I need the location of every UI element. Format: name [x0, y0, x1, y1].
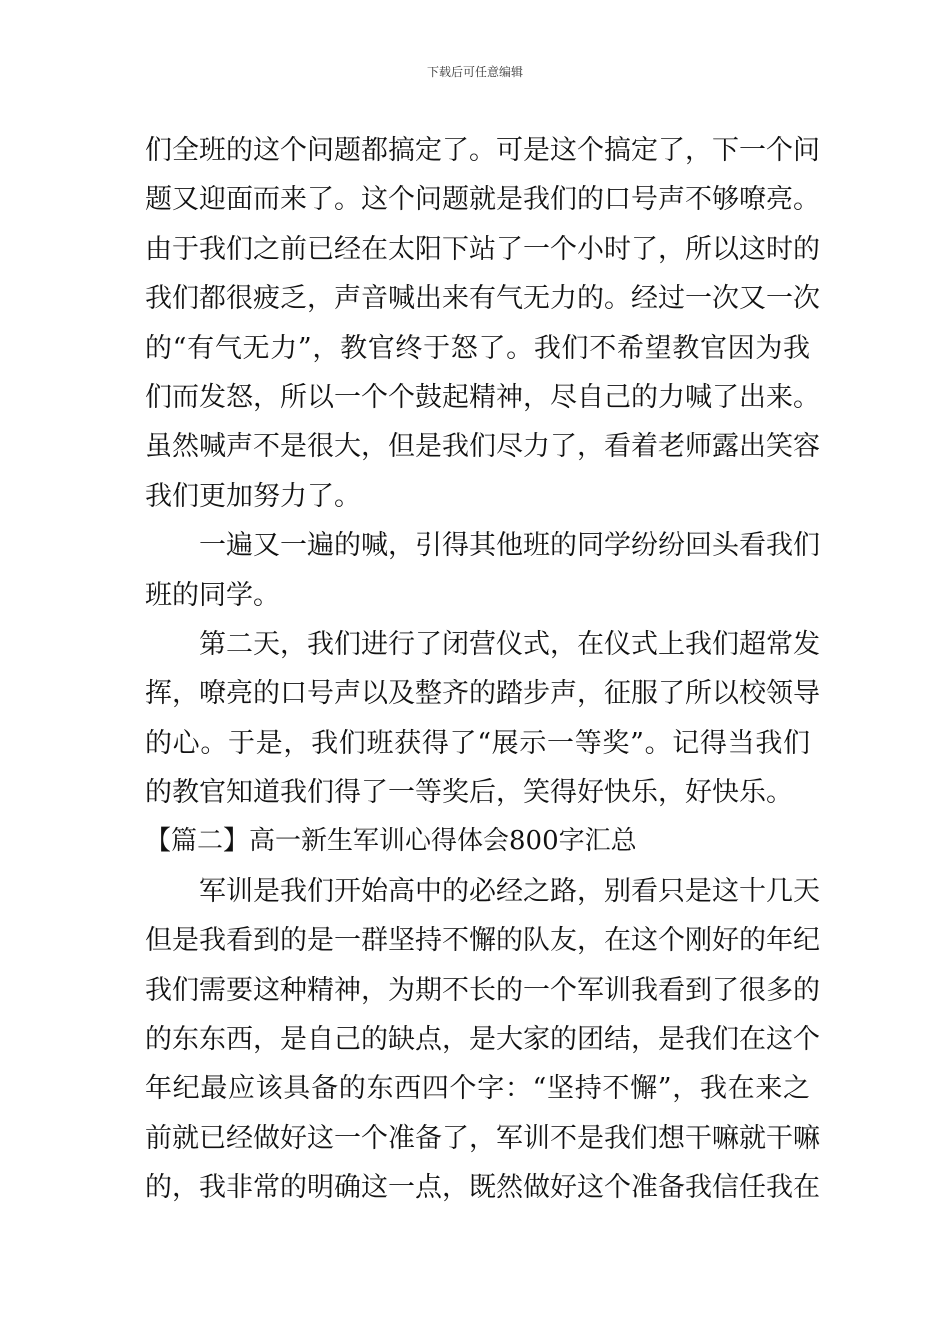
- paragraph: [145, 521, 820, 620]
- text-line: 我们需要这种精神，为期不长的一个军训我看到了很多的: [145, 974, 820, 1006]
- text-line: 我们都很疲乏，声音喊出来有气无力的。经过一次又一次: [145, 283, 820, 315]
- document-body: [145, 126, 820, 1213]
- text-line: 年纪最应该具备的东西四个字：“坚持不懈”，我在来之: [145, 1073, 810, 1105]
- text-line: 们全班的这个问题都搞定了。可是这个搞定了，下一个问: [145, 135, 820, 166]
- text-line: 但是我看到的是一群坚持不懈的队友，在这个刚好的年纪: [145, 925, 820, 957]
- text-line: 班的同学。: [145, 579, 280, 611]
- paragraph: [145, 126, 820, 521]
- text-line: 军训是我们开始高中的必经之路，别看只是这十几天: [199, 875, 820, 907]
- text-line: 们而发怒，所以一个个鼓起精神，尽自己的力喊了出来。: [145, 381, 820, 413]
- paragraph: [145, 620, 820, 818]
- text-line: 的，我非常的明确这一点，既然做好这个准备我信任我在: [145, 1172, 820, 1204]
- paragraph: [145, 867, 820, 1213]
- text-line: 的心。于是，我们班获得了“展示一等奖”。记得当我们: [145, 727, 810, 759]
- text-line: 的教官知道我们得了一等奖后，笑得好快乐，好快乐。: [145, 777, 793, 809]
- text-line: 第二天，我们进行了闭营仪式，在仪式上我们超常发: [199, 628, 820, 660]
- text-line: 虽然喊声不是很大，但是我们尽力了，看着老师露出笑容: [145, 431, 820, 463]
- section-heading: [145, 817, 810, 866]
- text-line: 我们更加努力了。: [145, 480, 361, 512]
- text-line: 的“有气无力”，教官终于怒了。我们不希望教官因为我: [145, 332, 810, 364]
- text-line: 题又迎面而来了。这个问题就是我们的口号声不够嘹亮。: [145, 184, 820, 216]
- text-line: 由于我们之前已经在太阳下站了一个小时了，所以这时的: [145, 233, 820, 265]
- section-heading-text: 【篇二】高一新生军训心得体会800字汇总: [145, 826, 637, 857]
- text-line: 的东东西，是自己的缺点，是大家的团结，是我们在这个: [145, 1024, 820, 1056]
- text-line: 前就已经做好这一个准备了，军训不是我们想干嘛就干嘛: [145, 1122, 820, 1154]
- text-line: 挥，嘹亮的口号声以及整齐的踏步声，征服了所以校领导: [145, 678, 820, 710]
- text-line: 一遍又一遍的喊，引得其他班的同学纷纷回头看我们: [199, 530, 820, 562]
- page-header: 下载后可任意编辑: [426, 65, 523, 79]
